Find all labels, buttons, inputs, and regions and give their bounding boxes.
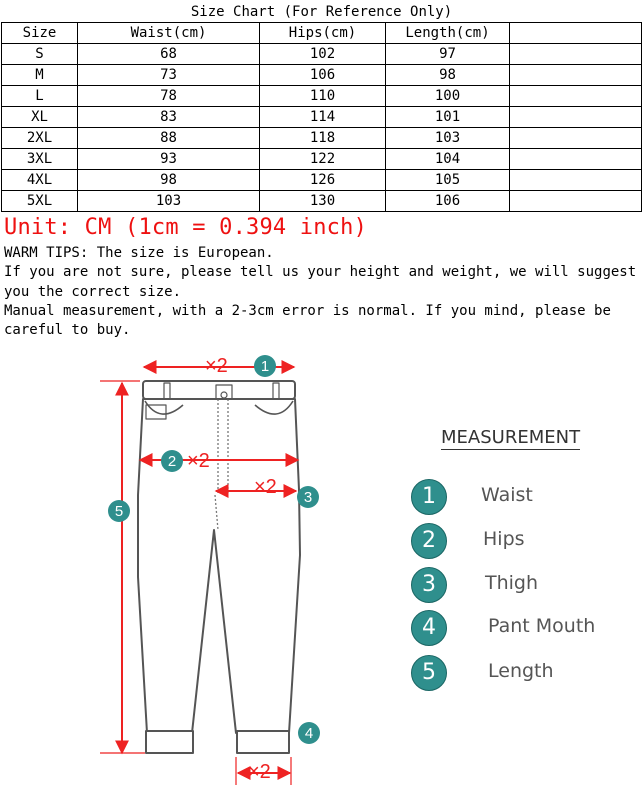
legend-label-waist: Waist	[481, 484, 533, 506]
header-waist: Waist(cm)	[78, 23, 260, 44]
table-row	[2, 191, 642, 212]
table-cell	[510, 191, 642, 212]
mouth-multiplier: ×2	[248, 761, 271, 783]
table-cell: 78	[78, 86, 260, 107]
note-manual-measurement: Manual measurement, with a 2-3cm error is normal. If you mind, please be careful to buy.	[4, 302, 611, 339]
table-cell: 4XL	[2, 170, 78, 191]
header-length: Length(cm)	[386, 23, 510, 44]
table-cell: 3XL	[2, 149, 78, 170]
legend-item-pant-mouth	[411, 610, 641, 646]
callout-3: 3	[303, 489, 313, 506]
callout-1: 1	[260, 358, 270, 375]
table-cell: 118	[260, 128, 386, 149]
size-chart-table	[1, 2, 642, 212]
table-cell	[510, 128, 642, 149]
table-row	[2, 149, 642, 170]
table-cell	[510, 65, 642, 86]
table-cell: XL	[2, 107, 78, 128]
table-row	[2, 44, 642, 65]
table-row	[2, 107, 642, 128]
size-chart-caption: Size Chart (For Reference Only)	[190, 4, 453, 20]
legend-item-length	[411, 655, 641, 691]
table-cell	[510, 170, 642, 191]
table-cell: 106	[386, 191, 510, 212]
legend-number-2: 2	[411, 523, 447, 559]
table-cell: 102	[260, 44, 386, 65]
legend-item-thigh	[411, 567, 641, 603]
note-height-weight: If you are not sure, please tell us your height and weight, we will suggest you the correct size.	[4, 264, 637, 300]
table-cell: 101	[386, 107, 510, 128]
table-row	[2, 65, 642, 86]
notes-block	[4, 244, 640, 340]
table-cell: 130	[260, 191, 386, 212]
table-cell: S	[2, 44, 78, 65]
legend-number-4: 4	[411, 610, 447, 646]
table-cell: 100	[386, 86, 510, 107]
table-cell: 98	[78, 170, 260, 191]
table-cell: M	[2, 65, 78, 86]
thigh-multiplier: ×2	[254, 476, 277, 498]
legend-number-3: 3	[411, 567, 447, 603]
legend-label-hips: Hips	[483, 528, 525, 550]
table-row	[2, 86, 642, 107]
table-cell	[510, 44, 642, 65]
table-cell: 93	[78, 149, 260, 170]
table-cell: 105	[386, 170, 510, 191]
table-cell: 122	[260, 149, 386, 170]
header-hips: Hips(cm)	[260, 23, 386, 44]
table-row	[2, 170, 642, 191]
table-cell	[510, 149, 642, 170]
table-cell: 103	[78, 191, 260, 212]
table-cell: 83	[78, 107, 260, 128]
legend-label-length: Length	[488, 660, 554, 682]
table-cell	[510, 86, 642, 107]
table-cell: 126	[260, 170, 386, 191]
legend-number-5: 5	[411, 655, 447, 691]
unit-note: Unit: CM (1cm = 0.394 inch)	[4, 215, 368, 240]
table-cell: 110	[260, 86, 386, 107]
table-cell: L	[2, 86, 78, 107]
callout-5: 5	[114, 503, 124, 520]
pants-outline	[138, 381, 300, 753]
table-cell: 97	[386, 44, 510, 65]
table-cell: 88	[78, 128, 260, 149]
table-row	[2, 128, 642, 149]
legend-label-pant-mouth: Pant Mouth	[488, 615, 596, 637]
header-size: Size	[2, 23, 78, 44]
table-cell: 104	[386, 149, 510, 170]
legend-title: MEASUREMENT	[441, 427, 581, 448]
table-cell: 103	[386, 128, 510, 149]
table-cell: 68	[78, 44, 260, 65]
hips-multiplier: ×2	[187, 450, 210, 472]
legend-number-1: 1	[411, 479, 447, 515]
table-cell: 73	[78, 65, 260, 86]
legend-item-hips	[411, 523, 641, 559]
table-cell: 114	[260, 107, 386, 128]
note-warm-tips: WARM TIPS: The size is European.	[4, 245, 274, 261]
callout-2: 2	[167, 453, 177, 470]
legend-item-waist	[411, 479, 641, 515]
header-blank	[510, 23, 642, 44]
table-cell: 98	[386, 65, 510, 86]
waist-multiplier: ×2	[205, 355, 228, 377]
table-cell	[510, 107, 642, 128]
table-cell: 2XL	[2, 128, 78, 149]
callout-4: 4	[304, 725, 314, 742]
table-header-row	[2, 23, 642, 44]
legend-label-thigh: Thigh	[485, 572, 539, 594]
table-cell: 106	[260, 65, 386, 86]
table-cell: 5XL	[2, 191, 78, 212]
